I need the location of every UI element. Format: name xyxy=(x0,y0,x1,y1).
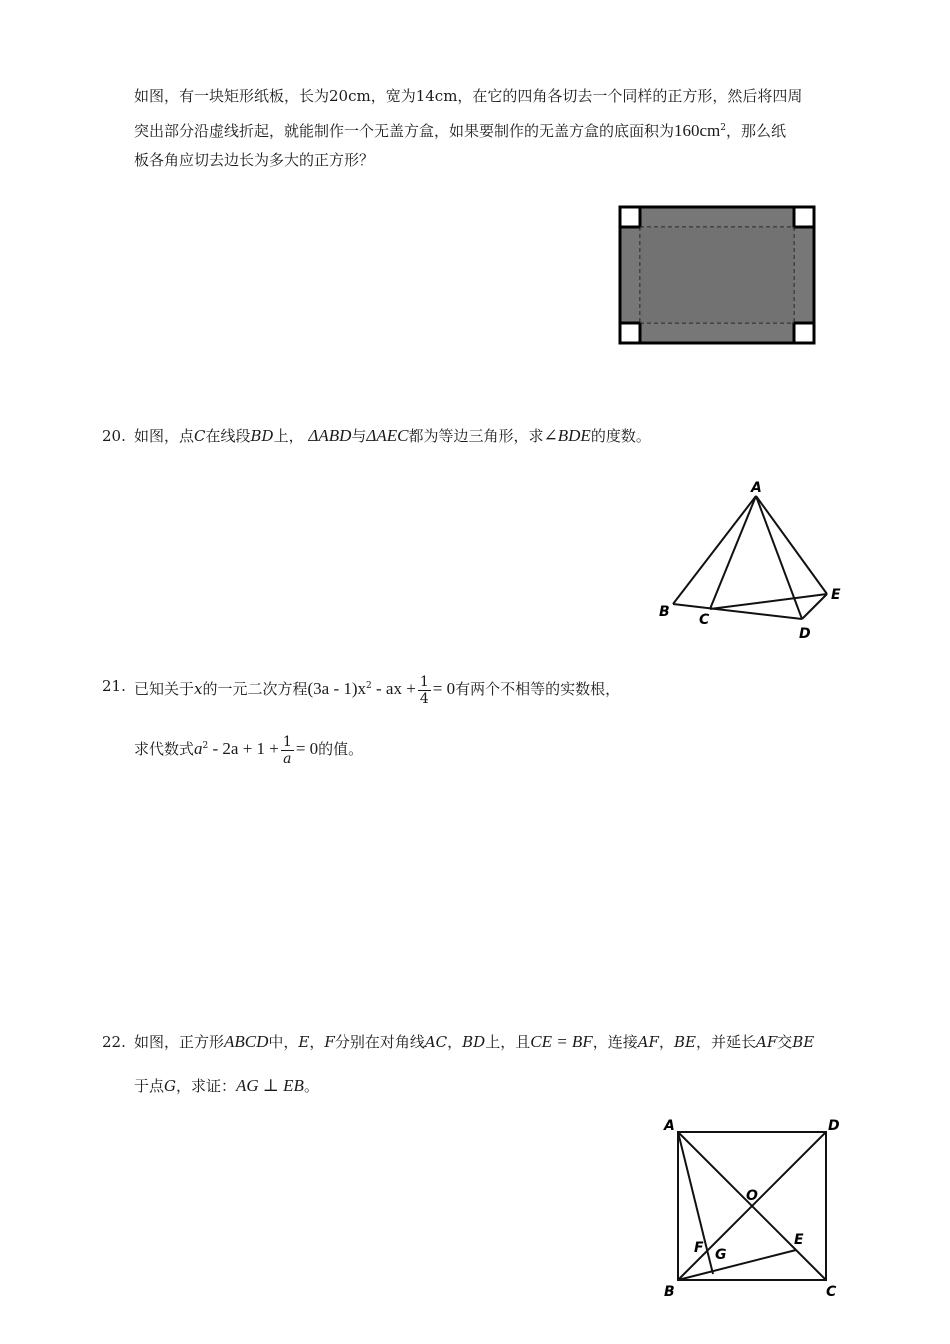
q22-line2 xyxy=(134,1076,319,1096)
q22-figure xyxy=(658,1112,850,1300)
q21-number: 21. xyxy=(102,677,126,695)
q20-var-bd: BD xyxy=(250,427,274,445)
q22-line2-b: ，求证： xyxy=(176,1077,237,1095)
q21-expr-c: = 0 xyxy=(295,739,319,758)
q21-expr-b: - 2a + 1 + xyxy=(208,739,279,758)
q22-text-f: 上，且 xyxy=(485,1033,531,1051)
q19-line3: 板各角应切去边长为多大的正方形？ xyxy=(134,151,375,169)
q21-line1 xyxy=(134,666,620,709)
q19-line2-tail: ，那么纸 xyxy=(726,122,787,140)
q21-line2-b: 的值。 xyxy=(318,740,364,758)
q19-line2-text: 突出部分沿虚线折起，就能制作一个无盖方盒，如果要制作的无盖方盒的底面积为 xyxy=(134,122,675,140)
q22-var-f: F xyxy=(324,1033,335,1051)
q22-text-j: 交 xyxy=(777,1033,793,1051)
q22-var-be2: BE xyxy=(792,1033,815,1051)
q22-label-d: D xyxy=(828,1118,840,1134)
q22-square: ABCD xyxy=(224,1032,269,1051)
q20-triangle-aec: ΔAEC xyxy=(366,426,409,445)
q20-label-b: B xyxy=(659,604,670,620)
q21-expr-fraction xyxy=(281,734,294,767)
q21-frac-denominator: 4 xyxy=(419,690,429,707)
q22-perpendicular: AG ⊥ EB xyxy=(236,1076,304,1095)
q20-text-a: 如图，点 xyxy=(134,427,195,445)
q22-label-a: A xyxy=(664,1118,675,1134)
q22-text-d: 分别在对角线 xyxy=(334,1033,425,1051)
q22-line2-c: 。 xyxy=(303,1077,319,1095)
q21-text-c: 有两个不相等的实数根， xyxy=(455,680,621,698)
q22-text-i: ，并延长 xyxy=(695,1033,756,1051)
q22-line1 xyxy=(134,1032,814,1052)
q21-text-b: 的一元二次方程 xyxy=(202,680,308,698)
q21-line2-a: 求代数式 xyxy=(134,740,195,758)
q22-label-c: C xyxy=(826,1284,837,1300)
q19-line1: 如图，有一块矩形纸板，长为20cm，宽为14cm，在它的四角各切去一个同样的正方形，然后将四周 xyxy=(134,87,803,105)
q20-label-c: C xyxy=(699,612,710,628)
q20-label-e: E xyxy=(831,587,841,603)
q20-text-b: 在线段 xyxy=(205,427,251,445)
q20-angle-bde: ∠BDE xyxy=(543,426,591,445)
q22-var-af2: AF xyxy=(755,1033,778,1051)
q19-figure xyxy=(618,205,818,347)
q20-label-d: D xyxy=(799,626,811,642)
q22-label-o: O xyxy=(746,1188,758,1204)
q21-eq-exponent: 2 xyxy=(366,681,372,691)
q21-expr-exponent: 2 xyxy=(202,741,209,751)
q19-area-value: 160cm xyxy=(674,121,721,140)
q20-triangle-abd: ΔABD xyxy=(308,426,352,445)
q21-expr-a: a xyxy=(194,739,203,758)
q22-label-g: G xyxy=(715,1247,727,1263)
q22-text-c: ， xyxy=(309,1033,325,1051)
q21-fraction xyxy=(418,674,431,707)
q21-text-a: 已知关于 xyxy=(134,680,195,698)
q19-area-exponent: 2 xyxy=(720,123,727,133)
q20-text-f: 的度数。 xyxy=(590,427,651,445)
q22-var-e: E xyxy=(298,1033,310,1051)
q20-text-e: 都为等边三角形，求 xyxy=(408,427,544,445)
q21-line2 xyxy=(134,726,363,769)
q22-text-a: 如图，正方形 xyxy=(134,1033,225,1051)
q21-var-x: x xyxy=(194,680,203,698)
q22-number: 22. xyxy=(102,1033,126,1051)
q20-text-d: 与 xyxy=(351,427,367,445)
q22-var-bd: BD xyxy=(462,1033,486,1051)
q22-var-ac: AC xyxy=(424,1033,448,1051)
q22-text-e: ， xyxy=(447,1033,463,1051)
q21-eq-a: (3a - 1)x xyxy=(307,679,367,698)
q21-frac-numerator: 1 xyxy=(419,673,429,690)
q22-equation: CE = BF xyxy=(530,1032,593,1051)
q22-var-g: G xyxy=(164,1077,176,1095)
q20-var-c: C xyxy=(194,427,206,445)
q21-expr-frac-numerator: 1 xyxy=(282,733,292,750)
q20-label-a: A xyxy=(751,480,762,496)
q21-expr-frac-denominator: a xyxy=(283,750,292,767)
q20-figure xyxy=(655,476,850,646)
q20-line xyxy=(134,426,651,446)
q22-var-be: BE xyxy=(673,1033,696,1051)
q21-eq-b: - ax + xyxy=(371,679,416,698)
q22-var-af: AF xyxy=(637,1033,659,1051)
q22-line2-a: 于点 xyxy=(134,1077,165,1095)
q20-text-c: 上， xyxy=(273,427,304,445)
q22-text-g: ，连接 xyxy=(592,1033,638,1051)
q21-eq-c: = 0 xyxy=(432,679,456,698)
q22-text-h: ， xyxy=(658,1033,674,1051)
q20-number: 20. xyxy=(102,427,126,445)
q22-label-f: F xyxy=(694,1240,704,1256)
q22-label-b: B xyxy=(664,1284,675,1300)
q19-line2 xyxy=(134,118,786,141)
q22-label-e: E xyxy=(794,1232,804,1248)
q22-text-b: 中， xyxy=(268,1033,299,1051)
